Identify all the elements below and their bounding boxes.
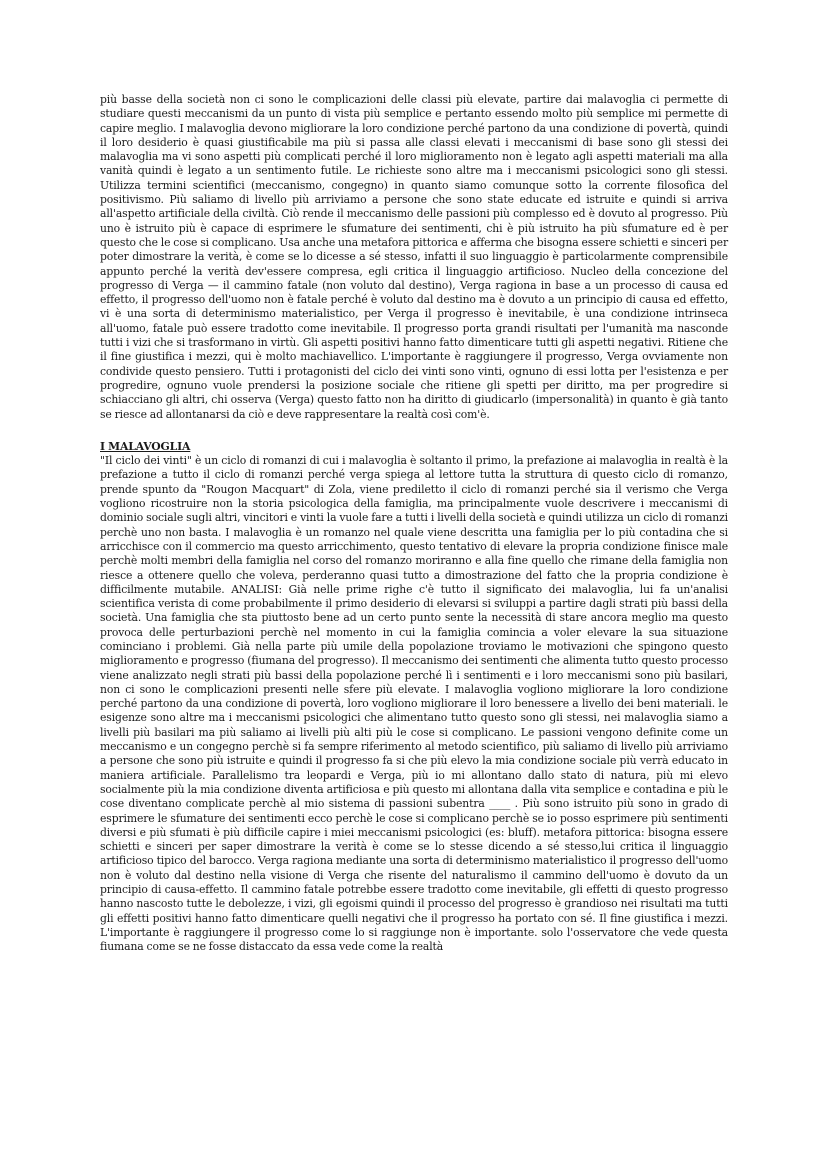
- body-paragraph-1: più basse della società non ci sono le complicazioni delle classi più elevate, partire dai malavoglia ci permette di studiare questi meccanismi da un punto di vista più semplice e pertanto essendo molto più semplice mi permette di capire meglio. I malavoglia devono migliorare la loro condizione perché partono da una condizione di povertà, quindi il loro desiderio è quasi giustificabile ma più si passa alle classi elevati i meccanismi di base sono gli stessi dei malavoglia ma vi sono aspetti più complicati perché il loro miglioramento non è legato agli aspetti materiali ma alla vanità quindi è legato a un sentimento futile. Le richieste sono altre ma i meccanismi psicologici sono gli stessi. Utilizza termini scientifici (meccanismo, congegno) in quanto siamo comunque sotto la corrente filosofica del positivismo. Più saliamo di livello più arriviamo a persone che sono state educate ed istruite e quindi si arriva all'aspetto artificiale della civiltà. Ciò rende il meccanismo delle passioni più complesso ed è dovuto al progresso. Più uno è istruito più è capace di esprimere le sfumature dei sentimenti, chi è più istruito ha più sfumature ed è per questo che le cose si complicano. Usa anche una metafora pittorica e afferma che bisogna essere schietti e sinceri per poter dimostrare la verità, è come se lo dicesse a sé stesso, infatti il suo linguaggio è particolarmente comprensibile appunto perché la verità dev'essere compresa, egli critica il linguaggio artificioso. Nucleo della concezione del progresso di Verga — il cammino fatale (non voluto dal destino), Verga ragiona in base a un processo di causa ed effetto, il progresso dell'uomo non è fatale perché è voluto dal destino ma è dovuto a un principio di causa ed effetto, vi è una sorta di determinismo materialistico, per Verga il progresso è inevitabile, è una condizione intrinseca all'uomo, fatale può essere tradotto come inevitabile. Il progresso porta grandi risultati per l'umanità ma nasconde tutti i vizi che si trasformano in virtù. Gli aspetti positivi hanno fatto dimenticare tutti gli aspetti negativi. Ritiene che il fine giustifica i mezzi, qui è molto machiavellico. L'importante è raggiungere il progresso, Verga ovviamente non condivide questo pensiero. Tutti i protagonisti del ciclo dei vinti sono vinti, ognuno di essi lotta per l'esistenza e per progredire, ognuno vuole prendersi la posizione sociale che ritiene gli spetti per diritto, ma per progredire si schiacciano gli altri, chi osserva (Verga) questo fatto non ha diritto di giudicarlo (impersonalità) in quanto è già tanto se riesce ad allontanarsi da ciò e deve rappresentare la realtà così com'è.: [100, 93, 728, 421]
- body-paragraph-2: "Il ciclo dei vinti" è un ciclo di romanzi di cui i malavoglia è soltanto il primo, la prefazione ai malavoglia in realtà è la prefazione a tutto il ciclo di romanzi perché verga spiega al lettore tutta la struttura di questo ciclo di romanzo, prende spunto da "Rougon Macquart" di Zola, viene prediletto il ciclo di romanzi perché sia il verismo che Verga vogliono ricostruire non la storia psicologica della famiglia, ma principalmente vuole descrivere i meccanismi di dominio sociale sugli altri, vincitori e vinti la vuole fare a tutti i livelli della società e quindi utilizza un ciclo di romanzi perchè uno non basta. I malavoglia è un romanzo nel quale viene descritta una famiglia per lo più contadina che si arricchisce con il commercio ma questo arricchimento, questo tentativo di elevare la propria condizione finisce male perchè molti membri della famiglia nel corso del romanzo moriranno e alla fine quello che rimane della famiglia non riesce a ottenere quello che voleva, perderanno quasi tutto a dimostrazione del fatto che la propria condizione è difficilmente mutabile. ANALISI: Già nelle prime righe c'è tutto il significato dei malavoglia, lui fa un'analisi scientifica verista di come probabilmente il primo desiderio di elevarsi si sviluppi a partire dagli strati più bassi della società. Una famiglia che sta piuttosto bene ad un certo punto sente la necessità di stare ancora meglio ma questo provoca delle perturbazioni perchè nel momento in cui la famiglia comincia a voler elevare la sua situazione cominciano i problemi. Già nella parte più umile della popolazione troviamo le motivazioni che spingono questo miglioramento e progresso (fiumana del progresso). Il meccanismo dei sentimenti che alimenta tutto questo processo viene analizzato negli strati più bassi della popolazione perché lì i sentimenti e i loro meccanismi sono più basilari, non ci sono le complicazioni presenti nelle sfere più elevate. I malavoglia vogliono migliorare la loro condizione perché partono da una condizione di povertà, loro vogliono migliorare il loro benessere a livello dei beni materiali. le esigenze sono altre ma i meccanismi psicologici che alimentano tutto questo sono gli stessi, nei malavoglia siamo a livelli più basilari ma più saliamo ai livelli più alti più le cose si complicano. Le passioni vengono definite come un meccanismo e un congegno perchè si fa sempre riferimento al metodo scientifico, più saliamo di livello più arriviamo a persone che sono più istruite e quindi il progresso fa si che più elevo la mia condizione sociale più verrà educato in maniera artificiale. Parallelismo tra leopardi e Verga, più io mi allontano dallo stato di natura, più mi elevo socialmente più la mia condizione diventa artificiosa e più questo mi allontana dalla vita semplice e contadina e più le cose diventano complicate perchè al mio sistema di passioni subentra ____ . Più sono istruito più sono in grado di esprimere le sfumature dei sentimenti ecco perchè le cose si complicano perchè se io posso esprimere più sentimenti diversi e più sfumati è più difficile capire i miei meccanismi psicologici (es: bluff). metafora pittorica: bisogna essere schietti e sinceri per saper dimostrare la verità è come se lo stesse dicendo a sé stesso,lui critica il linguaggio artificioso tipico del barocco. Verga ragiona mediante una sorta di determinismo materialistico il progresso dell'uomo non è voluto dal destino nella visione di Verga che risente del naturalismo il cammino dell'uomo è dovuto da un principio di causa-effetto. Il cammino fatale potrebbe essere tradotto come inevitabile, gli effetti di questo progresso hanno nascosto tutte le debolezze, i vizi, gli egoismi quindi il processo del progresso è grandioso nei risultati ma tutti gli effetti positivi hanno fatto dimenticare quelli negativi che il progresso ha portato con sé. Il fine giustifica i mezzi. L'importante è raggiungere il progresso come lo si raggiunge non è importante. solo l'osservatore che vede questa fiumana come se ne fosse distaccato da essa vede come la realtà: [100, 454, 728, 954]
- section-heading-malavoglia: I MALAVOGLIA: [100, 439, 191, 453]
- document-page: [100, 93, 728, 955]
